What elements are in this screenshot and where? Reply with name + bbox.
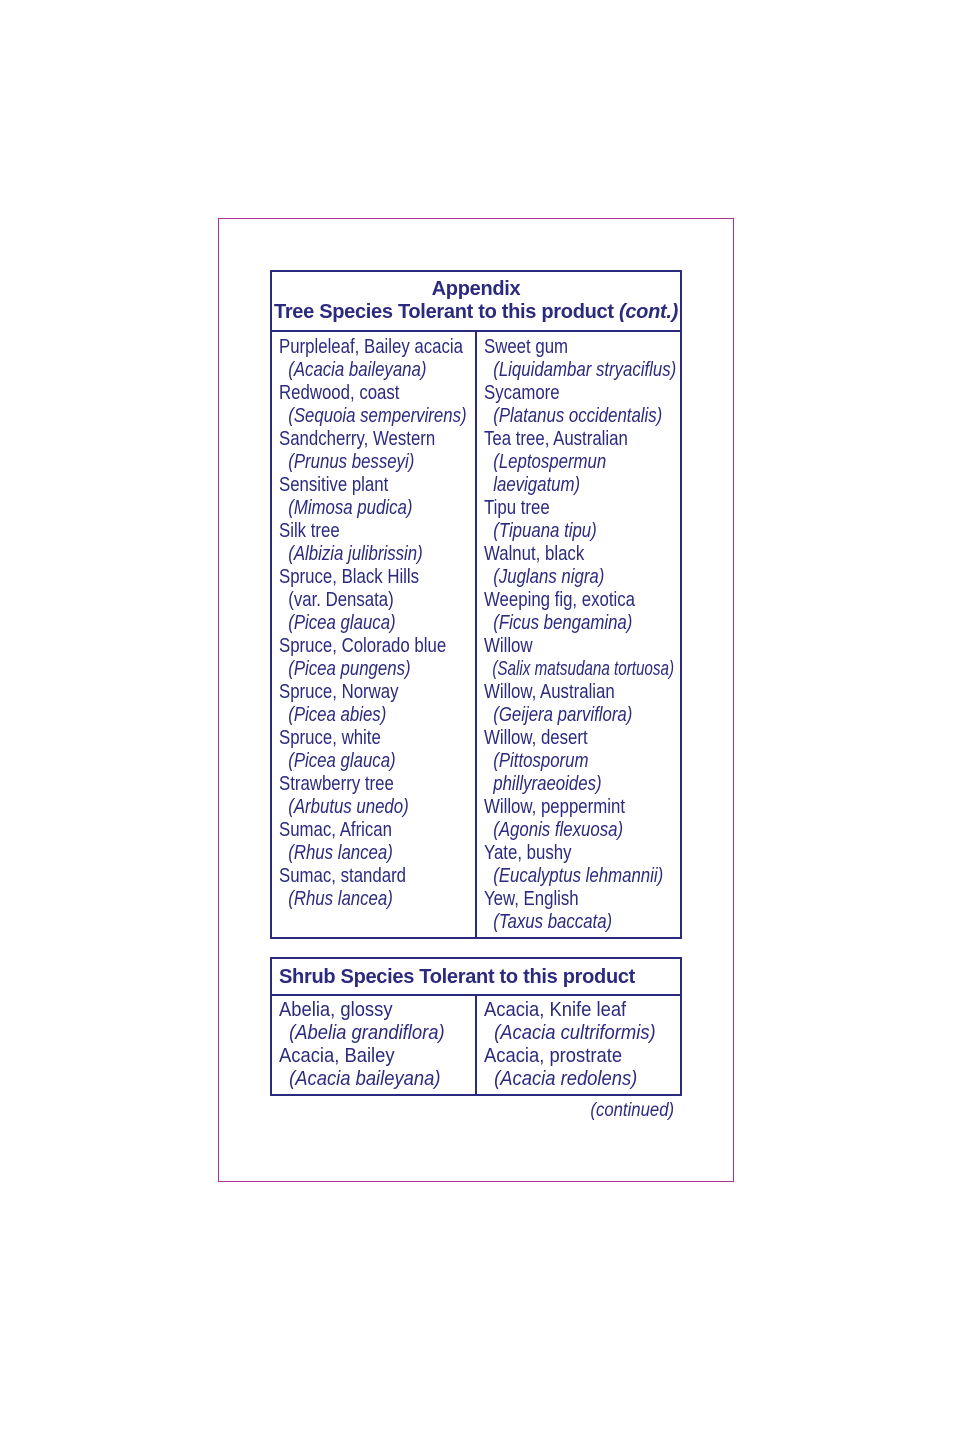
species-scientific-name: (Albizia julibrissin) — [288, 543, 423, 565]
species-common-name: Spruce, white — [279, 727, 381, 749]
shrub-table-left-column — [272, 996, 477, 1094]
species-scientific-name: (Agonis flexuosa) — [493, 819, 624, 841]
species-common-name: Spruce, Norway — [279, 681, 399, 703]
species-common-name: Tipu tree — [484, 497, 550, 519]
tree-table-subtitle: Tree Species Tolerant to this product — [274, 301, 614, 323]
species-common-name: Spruce, Colorado blue — [279, 635, 447, 657]
species-scientific-name: (Picea glauca) — [288, 612, 396, 634]
tree-table-subtitle-suffix: (cont.) — [618, 301, 678, 323]
species-scientific-name: (Arbutus unedo) — [288, 796, 409, 818]
species-scientific-name: (Mimosa pudica) — [288, 497, 413, 519]
species-scientific-name: (Ficus bengamina) — [493, 612, 633, 634]
species-scientific-name: (Eucalyptus lehmannii) — [493, 865, 664, 887]
species-scientific-name: (Rhus lancea) — [288, 842, 393, 864]
species-scientific-name: (Taxus baccata) — [493, 911, 613, 933]
species-common-name: Tea tree, Australian — [484, 428, 628, 450]
species-common-name: Willow, Australian — [484, 681, 615, 703]
species-scientific-name: (Acacia cultriformis) — [494, 1022, 656, 1044]
species-scientific-name: (Sequoia sempervirens) — [288, 405, 467, 427]
species-common-name: Redwood, coast — [279, 382, 400, 404]
shrub-species-table — [270, 957, 682, 1096]
species-scientific-name: (Acacia redolens) — [494, 1068, 638, 1090]
shrub-table-columns — [272, 996, 680, 1094]
species-common-name: Sensitive plant — [279, 474, 389, 496]
species-common-name: Acacia, Knife leaf — [484, 999, 627, 1021]
species-scientific-name: (Picea abies) — [288, 704, 387, 726]
species-scientific-name: (Juglans nigra) — [493, 566, 605, 588]
species-scientific-name: (Picea glauca) — [288, 750, 396, 772]
species-common-name: Yate, bushy — [484, 842, 572, 864]
species-common-name: Acacia, prostrate — [484, 1045, 623, 1067]
species-common-name: Abelia, glossy — [279, 999, 393, 1021]
species-common-name: Walnut, black — [484, 543, 585, 565]
species-scientific-name: (Platanus occidentalis) — [493, 405, 663, 427]
species-common-name: Willow, peppermint — [484, 796, 625, 818]
species-common-name: Yew, English — [484, 888, 579, 910]
species-scientific-name: (Rhus lancea) — [288, 888, 393, 910]
species-common-name: Sycamore — [484, 382, 560, 404]
species-common-name: Sumac, African — [279, 819, 392, 841]
species-scientific-name: phillyraeoides) — [493, 773, 602, 795]
tree-species-table — [270, 270, 682, 939]
species-common-name: Sweet gum — [484, 336, 569, 358]
species-scientific-name: (Picea pungens) — [288, 658, 411, 680]
species-scientific-name: (Tipuana tipu) — [493, 520, 597, 542]
shrub-table-header — [272, 959, 680, 996]
tree-table-left-column — [272, 332, 477, 937]
species-common-name: Willow, desert — [484, 727, 588, 749]
species-common-name: Spruce, Black Hills — [279, 566, 420, 588]
species-common-name: Strawberry tree — [279, 773, 394, 795]
species-common-name: Silk tree — [279, 520, 340, 542]
species-common-name: Sumac, standard — [279, 865, 407, 887]
species-common-name: Willow — [484, 635, 533, 657]
continued-text: (continued) — [590, 1100, 674, 1121]
species-scientific-name: (Leptospermun — [493, 451, 607, 473]
shrub-table-title: Shrub Species Tolerant to this product — [279, 966, 636, 988]
species-scientific-name: (Pittosporum — [493, 750, 589, 772]
continued-label — [560, 1100, 674, 1122]
species-variety: (var. Densata) — [288, 589, 394, 611]
species-common-name: Acacia, Bailey — [279, 1045, 395, 1067]
species-scientific-name: (Salix matsudana tortuosa) — [492, 658, 675, 680]
species-common-name: Sandcherry, Western — [279, 428, 436, 450]
appendix-title: Appendix — [431, 278, 521, 300]
shrub-table-right-column — [477, 996, 680, 1094]
species-scientific-name: (Acacia baileyana) — [289, 1068, 441, 1090]
species-scientific-name: (Geijera parviflora) — [493, 704, 633, 726]
species-scientific-name: (Acacia baileyana) — [288, 359, 427, 381]
species-scientific-name: (Liquidambar stryaciflus) — [493, 359, 677, 381]
tree-table-subtitle-line — [272, 301, 680, 324]
tree-table-columns — [272, 332, 680, 937]
species-scientific-name: (Prunus besseyi) — [288, 451, 415, 473]
tree-table-header — [272, 272, 680, 332]
species-common-name: Weeping fig, exotica — [484, 589, 635, 611]
species-common-name: Purpleleaf, Bailey acacia — [279, 336, 463, 358]
species-scientific-name: (Abelia grandiflora) — [289, 1022, 445, 1044]
species-scientific-name: laevigatum) — [493, 474, 581, 496]
tree-table-right-column — [477, 332, 734, 937]
